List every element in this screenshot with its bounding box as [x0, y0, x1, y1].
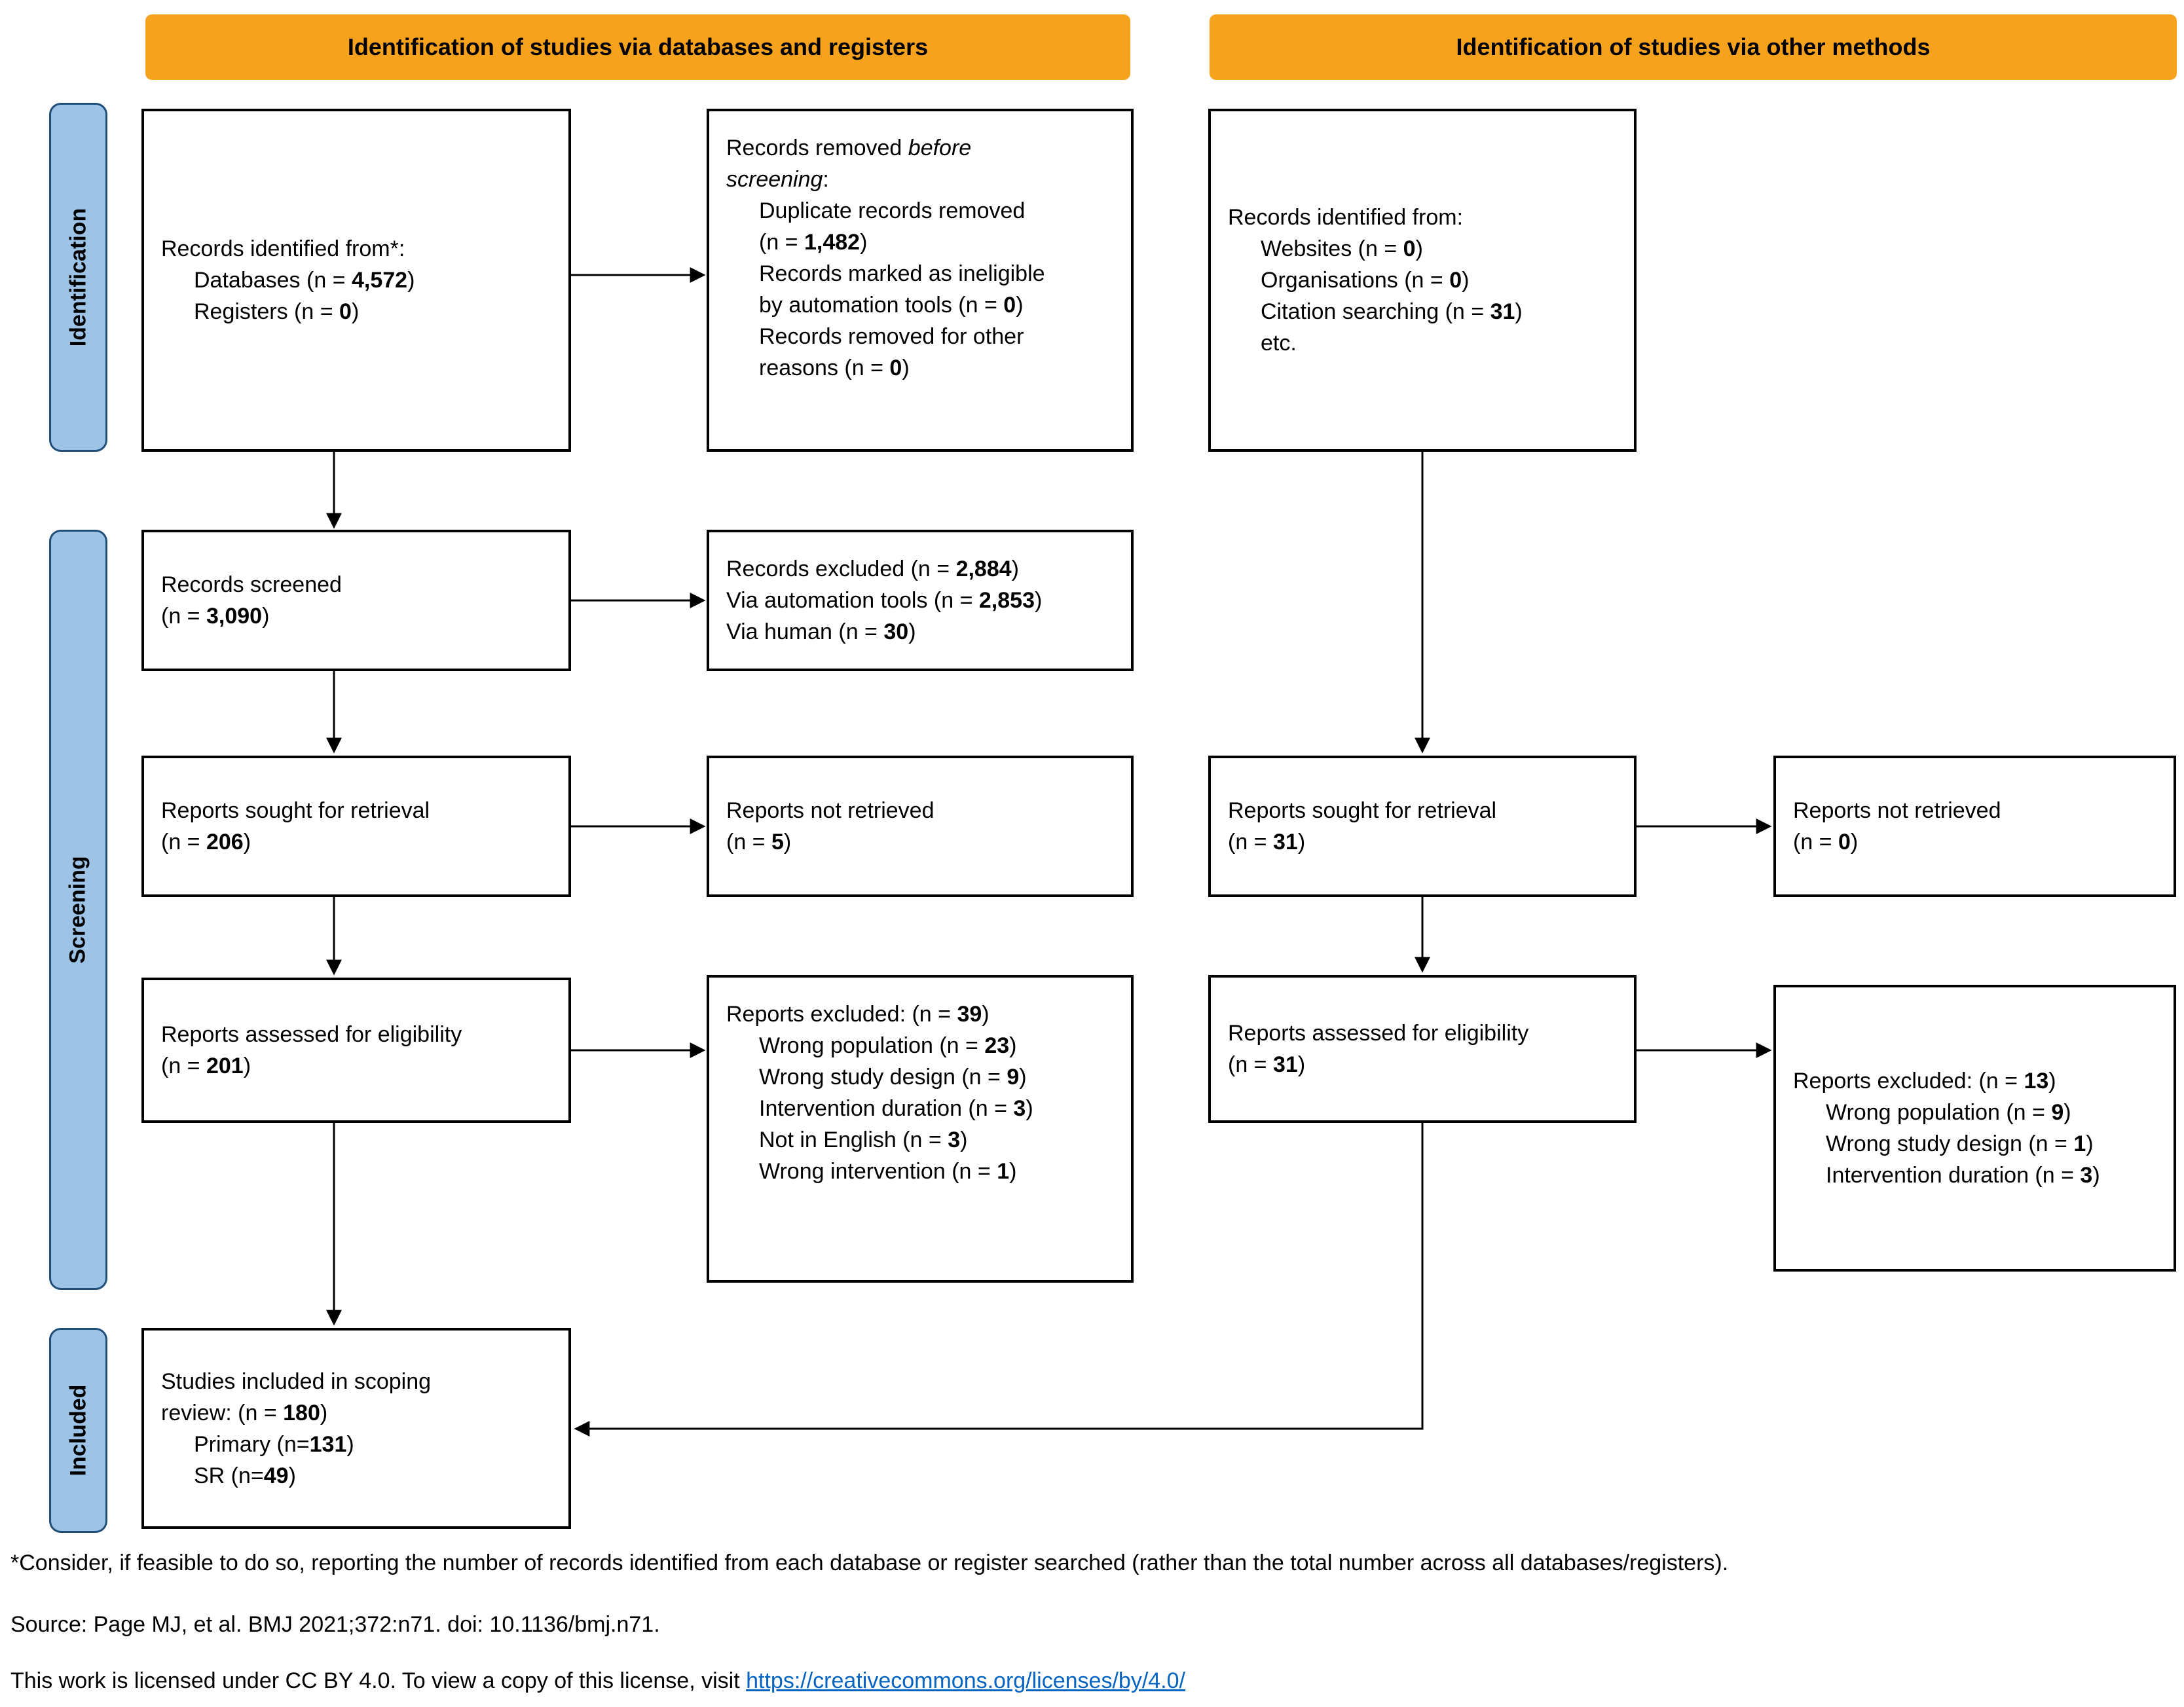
box-line: Duplicate records removed — [759, 198, 1026, 223]
box-line: Reports sought for retrieval — [161, 798, 430, 823]
phase-label-included — [49, 1328, 107, 1533]
license-link[interactable]: https://creativecommons.org/licenses/by/4.0/ — [746, 1668, 1185, 1693]
box-line: Studies included in scoping — [161, 1368, 432, 1394]
phase-label-screening-text: Screening — [65, 856, 91, 964]
box-line: Reports not retrieved — [726, 798, 935, 823]
box-line: Records marked as ineligible — [759, 261, 1045, 286]
footnote-asterisk: *Consider, if feasible to do so, reporting the number of records identified from each database or register searched (rather than the total number across all databases/registers). — [10, 1551, 1729, 1575]
box-reports-not-retrieved-databases — [707, 756, 1134, 897]
box-records-identified-databases — [141, 109, 571, 452]
box-line: Records removed before — [726, 136, 972, 160]
box-line: Via human (n = 30) — [726, 619, 916, 644]
box-line: Via automation tools (n = 2,853) — [726, 588, 1043, 613]
box-line: Wrong study design (n = 9) — [759, 1065, 1027, 1090]
box-line: Reports excluded: (n = 39) — [726, 1002, 990, 1027]
box-line: Reports not retrieved — [1793, 798, 2001, 823]
header-databases-registers-label: Identification of studies via databases and registers — [347, 33, 929, 60]
box-line: reasons (n = 0) — [759, 356, 910, 380]
box-line: Websites (n = 0) — [1261, 236, 1423, 261]
box-line: (n = 31) — [1228, 830, 1306, 854]
box-line: Wrong population (n = 9) — [1826, 1100, 2071, 1125]
box-line: Registers (n = 0) — [194, 299, 360, 324]
box-line: Reports assessed for eligibility — [161, 1022, 462, 1047]
box-line: Databases (n = 4,572) — [194, 268, 415, 293]
phase-label-identification-text: Identification — [65, 208, 90, 347]
license-text: This work is licensed under CC BY 4.0. To view a copy of this license, visit — [10, 1668, 747, 1693]
box-line: Records identified from*: — [161, 236, 405, 261]
box-line: screening: — [726, 167, 829, 192]
box-line: Wrong intervention (n = 1) — [759, 1159, 1017, 1184]
box-reports-sought-other — [1208, 756, 1637, 897]
phase-label-identification — [49, 103, 107, 452]
phase-label-screening — [49, 530, 107, 1290]
box-line: Intervention duration (n = 3) — [759, 1096, 1033, 1121]
box-line: etc. — [1261, 331, 1297, 356]
box-line: (n = 5) — [726, 830, 792, 854]
box-records-removed-before-screening — [707, 109, 1134, 452]
header-databases-registers — [145, 14, 1130, 80]
box-line: Reports excluded: (n = 13) — [1793, 1069, 2056, 1093]
header-other-methods — [1210, 14, 2177, 80]
box-line: Reports sought for retrieval — [1228, 798, 1497, 823]
box-records-excluded — [707, 530, 1134, 671]
box-line: Not in English (n = 3) — [759, 1128, 968, 1152]
box-line: (n = 201) — [161, 1054, 251, 1078]
box-line: Intervention duration (n = 3) — [1826, 1163, 2100, 1188]
box-reports-not-retrieved-other — [1773, 756, 2176, 897]
box-reports-assessed-databases — [141, 978, 571, 1123]
box-line: Organisations (n = 0) — [1261, 268, 1470, 293]
box-reports-assessed-other — [1208, 975, 1637, 1123]
box-line: (n = 1,482) — [759, 230, 868, 255]
box-line: Primary (n=131) — [194, 1431, 354, 1457]
box-line: Wrong population (n = 23) — [759, 1033, 1017, 1058]
box-line: Wrong study design (n = 1) — [1826, 1131, 2094, 1156]
box-line: (n = 3,090) — [161, 604, 270, 629]
box-records-screened — [141, 530, 571, 671]
box-line: by automation tools (n = 0) — [759, 293, 1024, 318]
box-line: (n = 0) — [1793, 830, 1859, 854]
box-reports-excluded-databases — [707, 975, 1134, 1283]
source-citation: Source: Page MJ, et al. BMJ 2021;372:n71. doi: 10.1136/bmj.n71. — [10, 1612, 660, 1637]
box-line: Reports assessed for eligibility — [1228, 1021, 1529, 1046]
box-line: Records excluded (n = 2,884) — [726, 557, 1019, 581]
box-line: SR (n=49) — [194, 1463, 296, 1488]
box-studies-included — [141, 1328, 571, 1529]
phase-label-included-text: Included — [65, 1384, 91, 1477]
box-reports-excluded-other — [1773, 985, 2176, 1272]
box-line: (n = 206) — [161, 830, 251, 854]
box-line: (n = 31) — [1228, 1052, 1306, 1077]
box-line: review: (n = 180) — [161, 1400, 328, 1425]
header-other-methods-label: Identification of studies via other methods — [1456, 33, 1931, 60]
box-reports-sought-databases — [141, 756, 571, 897]
box-line: Records identified from: — [1228, 205, 1464, 230]
box-line: Records screened — [161, 572, 342, 597]
box-line: Citation searching (n = 31) — [1261, 299, 1523, 324]
box-line: Records removed for other — [759, 324, 1024, 349]
box-records-identified-other-methods — [1208, 109, 1637, 452]
